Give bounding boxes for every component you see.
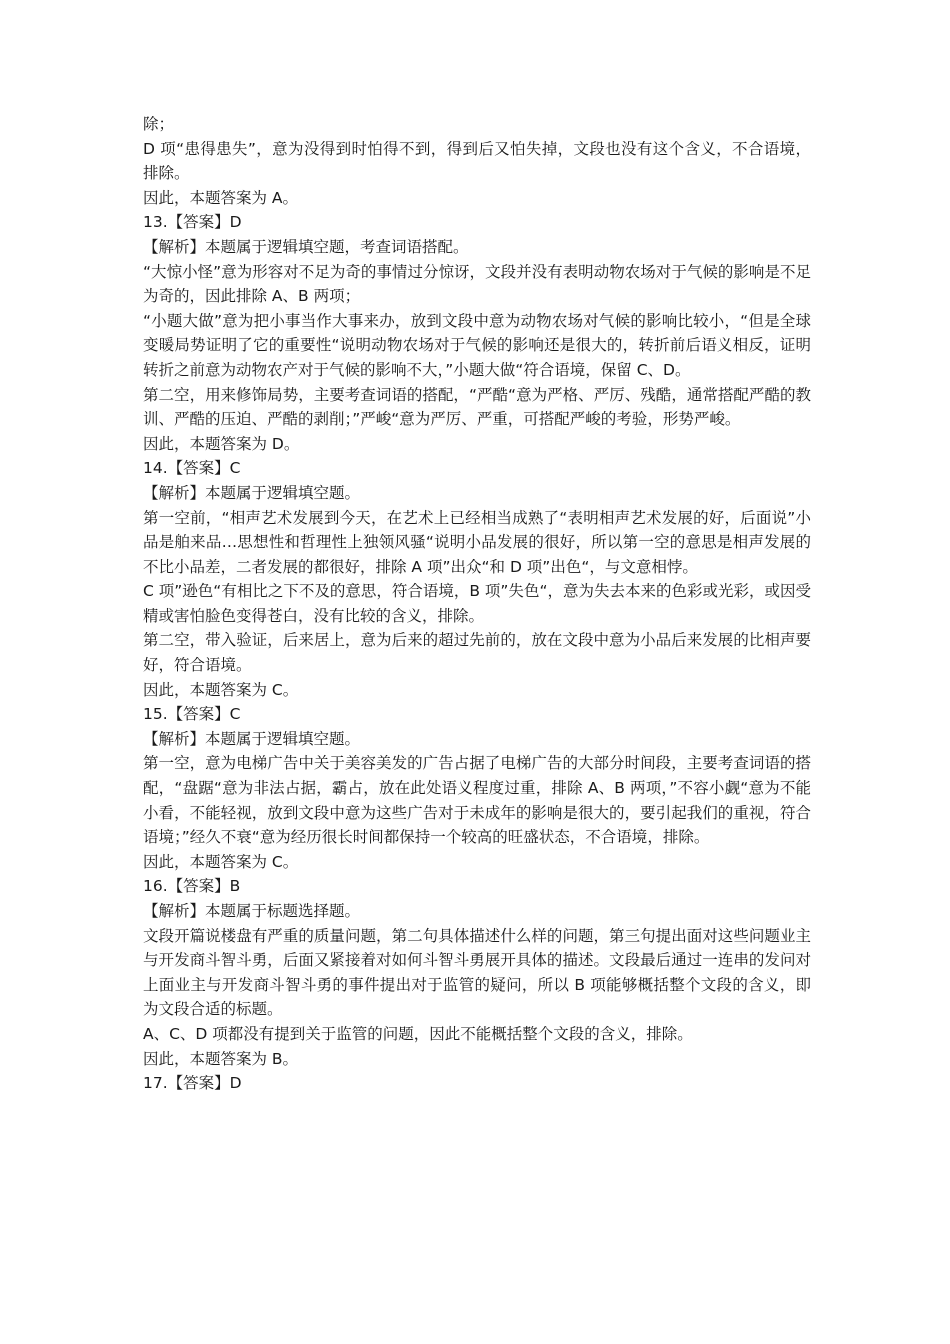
- answer-heading-17: 17.【答案】D: [143, 1074, 242, 1093]
- paragraph: 因此，本题答案为 A。: [143, 188, 299, 207]
- paragraph: 【解析】本题属于逻辑填空题。: [143, 729, 361, 748]
- paragraph: C 项”逊色“有相比之下不及的意思，符合语境，B 项”失色“，意为失去本来的色彩或光彩，或因受精或害怕脸色变得苍白，没有比较的含义，排除。: [143, 582, 811, 625]
- answer-heading-15: 15.【答案】C: [143, 705, 241, 724]
- paragraph: “小题大做”意为把小事当作大事来办，放到文段中意为动物农场对气候的影响比较小，“但是全球变暖局势证明了它的重要性“说明动物农场对于气候的影响还是很大的，转折前后语义相反，证明转折之前意为动物农产对于气候的影响不大，”小题大做“符合语境，保留 C、D。: [143, 311, 811, 379]
- paragraph: A、C、D 项都没有提到关于监管的问题，因此不能概括整个文段的含义，排除。: [143, 1024, 693, 1043]
- paragraph: 【解析】本题属于逻辑填空题。: [143, 483, 361, 502]
- answer-heading-16: 16.【答案】B: [143, 877, 241, 896]
- paragraph: 因此，本题答案为 B。: [143, 1049, 299, 1068]
- paragraph: 第二空，用来修饰局势，主要考查词语的搭配，“严酷“意为严格、严厉、残酷，通常搭配严酷的教训、严酷的压迫、严酷的剥削；”严峻“意为严厉、严重，可搭配严峻的考验，形势严峻。: [143, 385, 811, 429]
- paragraph: 因此，本题答案为 C。: [143, 680, 299, 699]
- paragraph: 第二空，带入验证，后来居上，意为后来的超过先前的，放在文段中意为小品后来发展的比相声要好，符合语境。: [143, 631, 811, 675]
- answer-heading-13: 13.【答案】D: [143, 213, 242, 232]
- paragraph: 因此，本题答案为 C。: [143, 852, 299, 871]
- paragraph: D 项“患得患失”，意为没得到时怕得不到，得到后又怕失掉，文段也没有这个含义，不合语境，排除。: [143, 139, 811, 183]
- paragraph: 【解析】本题属于标题选择题。: [143, 902, 361, 920]
- answer-heading-14: 14.【答案】C: [143, 459, 241, 478]
- paragraph: 第一空，意为电梯广告中关于美容美发的广告占据了电梯广告的大部分时间段，主要考查词语的搭配，“盘踞“意为非法占据，霸占，放在此处语义程度过重，排除 A、B 两项，”不容小觑“意为不能小看，不能轻视，放到文段中意为这些广告对于未成年的影响是很大的，要引起我们的重视，符合语境；”经久不衰“意为经历很长时间都保持一个较高的旺盛状态，不合语境，排除。: [143, 754, 811, 847]
- paragraph: 文段开篇说楼盘有严重的质量问题，第二句具体描述什么样的问题，第三句提出面对这些问题业主与开发商斗智斗勇，后面又紧接着对如何斗智斗勇展开具体的描述。文段最后通过一连串的发问对上面业主与开发商斗智斗勇的事件提出对于监管的疑问，所以 B 项能够概括整个文段的含义，即为文段合适的标题。: [143, 926, 811, 1019]
- paragraph: “大惊小怪”意为形容对不足为奇的事情过分惊讶，文段并没有表明动物农场对于气候的影响是不足为奇的，因此排除 A、B 两项；: [143, 262, 811, 306]
- paragraph: 因此，本题答案为 D。: [143, 434, 300, 453]
- answer-explanations: [143, 112, 811, 1096]
- paragraph: 除；: [143, 115, 175, 133]
- paragraph: 第一空前，“相声艺术发展到今天，在艺术上已经相当成熟了“表明相声艺术发展的好，后面说”小品是舶来品…思想性和哲理性上独领风骚“说明小品发展的很好，所以第一空的意思是相声发展的不比小品差，二者发展的都很好，排除 A 项”出众“和 D 项”出色“，与文意相悖。: [143, 508, 811, 576]
- paragraph: 【解析】本题属于逻辑填空题，考查词语搭配。: [143, 237, 469, 256]
